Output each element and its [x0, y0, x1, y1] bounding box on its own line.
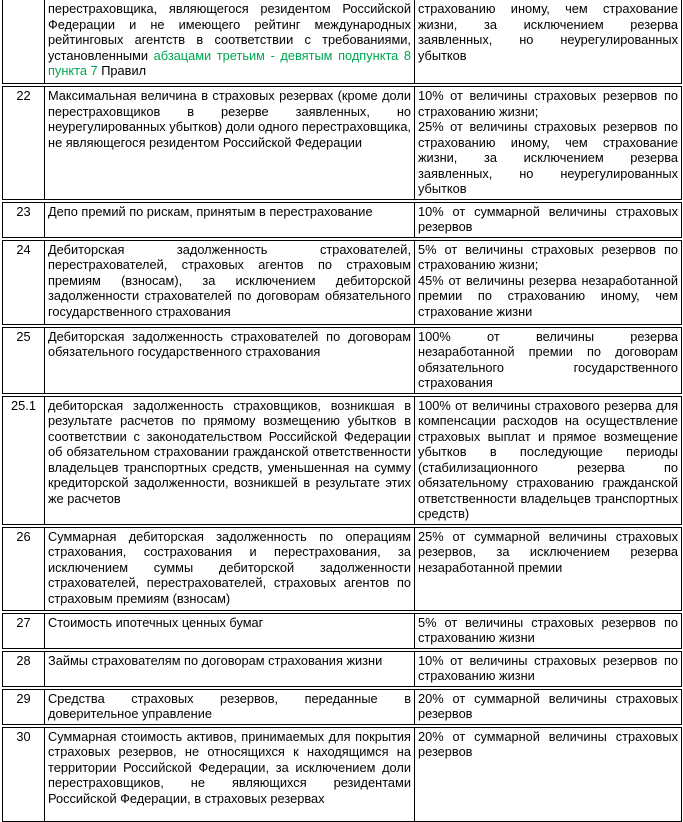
table-row: [2, 651, 682, 687]
limit-paragraph: 45% от величины резерва незаработанной премии по страхованию иному, чем страхование жизни: [418, 272, 678, 319]
limit-paragraph: 10% от величины страховых резервов по страхованию жизни: [418, 652, 678, 683]
limit-paragraph: 20% от суммарной величины страховых резервов: [418, 728, 678, 759]
row-number-cell: 25.1: [2, 396, 45, 525]
asset-description-cell: [44, 727, 415, 822]
limit-paragraph: 25% от суммарной величины страховых резервов, за исключением резерва незаработанной премии: [418, 528, 678, 575]
limit-value-cell: [414, 86, 682, 200]
legal-reference-link[interactable]: абзацами третьим - девятым подпункта 8 пункта 7: [48, 47, 412, 78]
description-text: Стоимость ипотечных ценных бумаг: [48, 614, 264, 630]
table-row: [2, 689, 682, 725]
limit-value-cell: [414, 202, 682, 238]
row-number-cell: 30: [2, 727, 45, 822]
document-table: [2, 0, 682, 822]
row-number-cell: 25: [2, 327, 45, 394]
limit-paragraph: страхованию иному, чем страхование жизни, за исключением резерва заявленных, но неурегулированных убытков: [418, 1, 678, 63]
limit-value-cell: [414, 727, 682, 822]
description-text: Дебиторская задолженность страхователей, перестрахователей, страховых агентов по страховым премиям (взносам), за исключением дебиторской задолженности страхователей по договорам обязательного государственного страхования: [48, 241, 411, 319]
limit-paragraph: 10% от суммарной величины страховых резервов: [418, 203, 678, 234]
description-text: Займы страхователям по договорам страхования жизни: [48, 652, 383, 668]
row-number-cell: 24: [2, 240, 45, 325]
description-text: Правил: [97, 63, 147, 78]
table-row: [2, 613, 682, 649]
table-row: [2, 0, 682, 84]
asset-description-cell: [44, 527, 415, 611]
table-row: [2, 527, 682, 611]
limit-paragraph: 25% от величины страховых резервов по страхованию иному, чем страхование жизни, за исключением резерва заявленных, но неурегулированных убытков: [418, 119, 678, 196]
limit-value-cell: [414, 240, 682, 325]
asset-description-cell: [44, 327, 415, 394]
row-number-cell: 23: [2, 202, 45, 238]
limit-value-cell: [414, 651, 682, 687]
limit-value-cell: [414, 527, 682, 611]
table-row: [2, 240, 682, 325]
row-number-cell: 28: [2, 651, 45, 687]
limit-paragraph: 20% от суммарной величины страховых резервов: [418, 690, 678, 721]
table-row: [2, 202, 682, 238]
asset-description-cell: [44, 396, 415, 525]
limit-paragraph: 100% от величины резерва незаработанной премии по договорам обязательного государственного страхования: [418, 328, 678, 390]
limit-value-cell: [414, 327, 682, 394]
asset-description-cell: [44, 86, 415, 200]
limit-value-cell: [414, 689, 682, 725]
description-text: перестраховщика, являющегося резидентом Российской Федерации и не имеющего рейтинг международных рейтинговых агентств в соответствии с требованиями, установленными: [48, 1, 411, 63]
asset-description-cell: [44, 0, 415, 84]
table-row: [2, 396, 682, 525]
description-text: Суммарная стоимость активов, принимаемых для покрытия страховых резервов, не относящихся к находящимся на территории Российской Федерации, за исключением доли перестраховщиков, не являющихся резидентами Российской Федерации, в страховых резервах: [48, 728, 411, 806]
asset-description-cell: [44, 202, 415, 238]
limit-paragraph: 10% от величины страховых резервов по страхованию жизни;: [418, 88, 678, 119]
row-number-cell: [2, 0, 45, 84]
description-text: Дебиторская задолженность страхователей по договорам обязательного государственного страхования: [48, 328, 411, 359]
row-number-cell: 29: [2, 689, 45, 725]
asset-description-cell: [44, 240, 415, 325]
description-text: Средства страховых резервов, переданные в доверительное управление: [48, 690, 411, 721]
asset-description-cell: [44, 613, 415, 649]
description-text: Максимальная величина в страховых резервах (кроме доли перестраховщиков в резерве заявленных, но неурегулированных убытков) доли одного перестраховщика, не являющегося резидентом Российской Федерации: [48, 88, 411, 150]
table-row: [2, 86, 682, 200]
asset-description-cell: [44, 651, 415, 687]
limit-value-cell: [414, 396, 682, 525]
row-number-cell: 27: [2, 613, 45, 649]
limit-paragraph: 100% от величины страхового резерва для компенсации расходов на осуществление страховых выплат и прямое возмещение убытков в последующие периоды (стабилизационного резерва по обязательному страхованию гражданской ответственности владельцев транспортных средств): [418, 397, 678, 521]
table-row: [2, 727, 682, 822]
limit-value-cell: [414, 0, 682, 84]
row-number-cell: 26: [2, 527, 45, 611]
limit-paragraph: 5% от величины страховых резервов по страхованию жизни: [418, 614, 678, 645]
description-text: дебиторская задолженность страховщиков, возникшая в результате расчетов по прямому возмещению убытков в соответствии с законодательством Российской Федерации об обязательном страховании гражданской ответственности владельцев транспортных средств, уменьшенная на сумму кредиторской задолженности, возникшей в результате этих же расчетов: [48, 397, 411, 506]
limit-paragraph: 5% от величины страховых резервов по страхованию жизни;: [418, 241, 678, 272]
row-number-cell: 22: [2, 86, 45, 200]
description-text: Суммарная дебиторская задолженность по операциям страхования, сострахования и перестрахования, за исключением суммы дебиторской задолженности страхователей, перестрахователей, страховых агентов по страховым премиям (взносам): [48, 528, 411, 606]
limit-value-cell: [414, 613, 682, 649]
table-row: [2, 327, 682, 394]
asset-description-cell: [44, 689, 415, 725]
description-text: Депо премий по рискам, принятым в перестрахование: [48, 203, 373, 219]
